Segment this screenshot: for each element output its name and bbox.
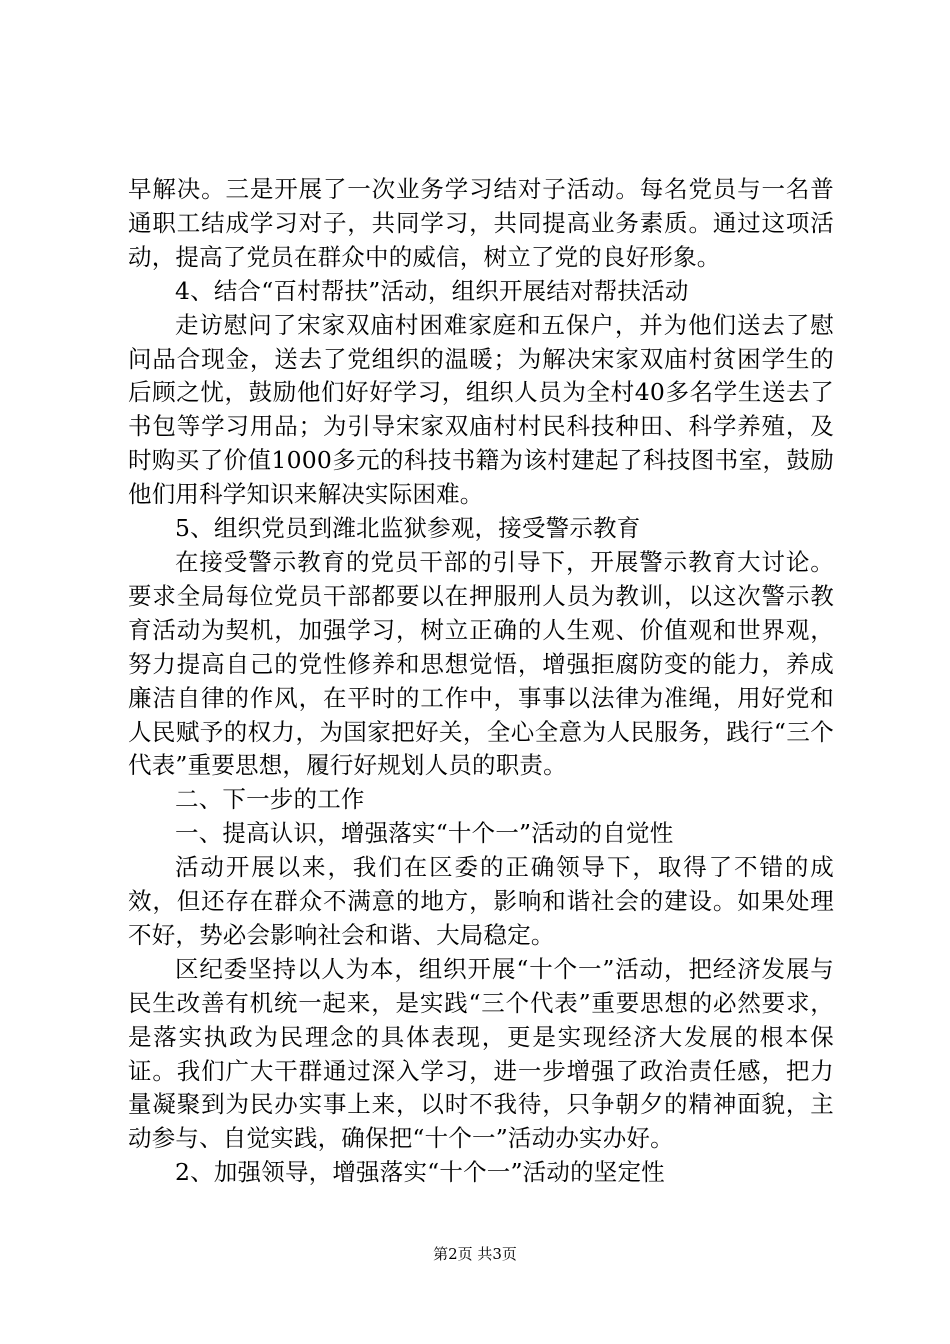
subheading-leadership: 2、加强领导，增强落实“十个一”活动的坚定性 [175, 1158, 665, 1187]
paragraph-achievements: 活动开展以来，我们在区委的正确领导下，取得了不错的成效，但还存在群众不满意的地方，影响和谐社会的建设。如果处理不好，势必会影响社会和谐、大局稳定。 [128, 853, 834, 949]
section-heading-prison-visit: 5、组织党员到潍北监狱参观，接受警示教育 [175, 514, 641, 543]
section-heading-next-steps: 二、下一步的工作 [175, 785, 365, 814]
paragraph-warning-education: 在接受警示教育的党员干部的引导下，开展警示教育大讨论。要求全局每位党员干部都要以在押服刑人员为教训，以这次警示教育活动为契机，加强学习，树立正确的人生观、价值观和世界观，努力提高自己的党性修养和思想觉悟，增强拒腐防变的能力，养成廉洁自律的作风，在平时的工作中，事事以法律为准绳，用好党和人民赋予的权力，为国家把好关，全心全意为人民服务，践行“三个代表”重要思想，履行好规划人员的职责。 [128, 547, 834, 780]
subheading-awareness: 一、提高认识，增强落实“十个一”活动的自觉性 [175, 819, 674, 848]
section-heading-hundred-villages: 4、结合“百村帮扶”活动，组织开展结对帮扶活动 [175, 276, 689, 305]
paragraph-commission: 区纪委坚持以人为本，组织开展“十个一”活动，把经济发展与民生改善有机统一起来，是实践“三个代表”重要思想的必然要求，是落实执政为民理念的具体表现，更是实现经济大发展的根本保证。我们广大干群通过深入学习，进一步增强了政治责任感，把力量凝聚到为民办实事上来，以时不我待，只争朝夕的精神面貌，主动参与、自觉实践，确保把“十个一”活动办实办好。 [128, 954, 834, 1153]
page-number-footer: 第2页 共3页 [433, 1245, 517, 1263]
paragraph-visits: 走访慰问了宋家双庙村困难家庭和五保户，并为他们送去了慰问品合现金，送去了党组织的温暖；为解决宋家双庙村贫困学生的后顾之忧，鼓励他们好好学习，组织人员为全村40多名学生送去了书包等学习用品；为引导宋家双庙村村民科技种田、科学养殖，及时购买了价值1000多元的科技书籍为该村建起了科技图书室，鼓励他们用科学知识来解决实际困难。 [128, 310, 834, 509]
paragraph-continuation: 早解决。三是开展了一次业务学习结对子活动。每名党员与一名普通职工结成学习对子，共同学习，共同提高业务素质。通过这项活动，提高了党员在群众中的威信，树立了党的良好形象。 [128, 175, 834, 271]
document-body [128, 173, 834, 1190]
